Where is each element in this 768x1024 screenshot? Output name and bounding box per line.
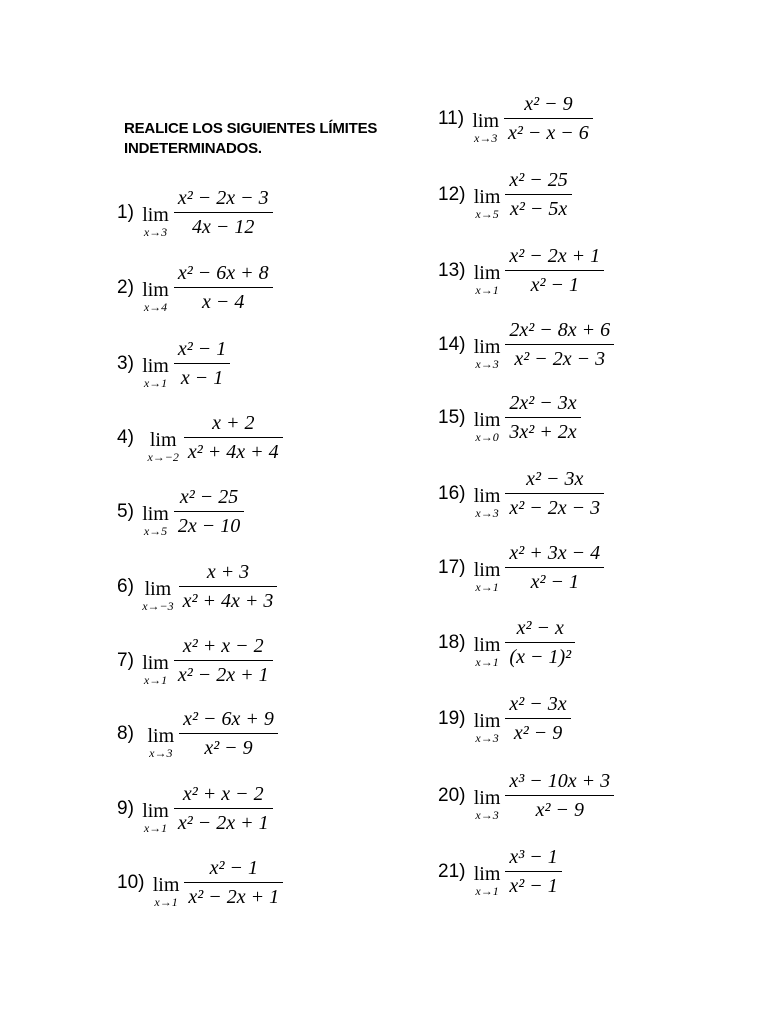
problem-number: 16) [438,482,471,504]
numerator: x² − 6x + 9 [183,708,274,730]
limit-approach: x→3 [475,505,499,520]
limit-operator [142,205,169,239]
fraction [174,337,230,390]
limit-approach: x→1 [475,282,499,297]
denominator: x − 1 [174,363,230,390]
fraction [504,92,593,145]
numerator: x² − 3x [509,693,567,715]
problem-18 [438,616,575,669]
numerator: x² − 3x [526,468,584,490]
lim-word: lim [473,335,501,358]
denominator: x² − 1 [505,567,604,594]
limit-operator [474,788,501,822]
lim-word: lim [147,724,175,747]
problem-number: 18) [438,631,471,653]
problem-16 [438,467,604,520]
limit-operator [153,875,180,909]
denominator: x² + 4x + 3 [179,586,278,613]
limit-approach: x→−3 [142,598,174,613]
problem-number: 14) [438,333,471,355]
numerator: x² + x − 2 [182,783,264,805]
lim-word: lim [152,873,180,896]
problem-number: 6) [117,575,140,597]
denominator: 2x − 10 [174,511,244,538]
fraction [505,769,614,822]
limit-operator [474,337,501,371]
limit-approach: x→0 [475,429,499,444]
problem-number: 9) [117,797,140,819]
problem-12 [438,168,572,221]
limit-operator [147,430,178,464]
problem-number: 10) [117,871,150,893]
limit-operator [142,356,169,390]
fraction [174,782,273,835]
limit-operator [472,111,499,145]
denominator: 3x² + 2x [505,417,580,444]
fraction [184,856,283,909]
problem-19 [438,692,571,745]
lim-word: lim [472,109,500,132]
denominator: x − 4 [174,287,273,314]
lim-word: lim [473,185,501,208]
fraction [184,411,283,464]
fraction [505,541,604,594]
problem-7 [117,634,273,687]
numerator: x² + x − 2 [182,635,264,657]
denominator: x² − 1 [505,270,604,297]
numerator: x² − 6x + 8 [177,262,269,284]
fraction [179,560,278,613]
problem-number: 5) [117,500,140,522]
fraction [179,707,278,760]
limit-operator [474,864,501,898]
problem-10 [117,856,283,909]
limit-operator [474,711,501,745]
problem-number: 8) [117,722,145,744]
fraction [505,467,604,520]
limit-approach: x→5 [475,206,499,221]
problem-number: 11) [438,107,470,129]
lim-word: lim [473,558,501,581]
limit-operator [474,486,501,520]
lim-word: lim [149,428,177,451]
denominator: x² − 2x + 1 [174,808,273,835]
limit-approach: x→1 [475,654,499,669]
problem-number: 20) [438,784,471,806]
numerator: x² − 9 [524,93,573,115]
problem-8 [117,707,278,760]
limit-approach: x→3 [475,356,499,371]
fraction [505,616,575,669]
problem-number: 17) [438,556,471,578]
limit-operator [474,187,501,221]
numerator: x² − 1 [177,338,227,360]
problem-number: 12) [438,183,471,205]
fraction [505,692,570,745]
problem-2 [117,261,273,314]
problem-number: 4) [117,426,145,448]
lim-word: lim [473,633,501,656]
problem-15 [438,391,581,444]
problem-number: 7) [117,649,140,671]
fraction [505,168,571,221]
lim-word: lim [142,651,169,674]
numerator: x³ − 10x + 3 [509,770,611,792]
denominator: x² − 5x [505,194,571,221]
problem-number: 21) [438,860,471,882]
denominator: x² − 2x − 3 [505,344,614,371]
limit-operator [474,560,501,594]
limit-approach: x→3 [143,224,168,239]
limit-operator [142,653,169,687]
problem-3 [117,337,230,390]
limit-approach: x→−2 [147,449,179,464]
lim-word: lim [473,261,501,284]
numerator: x² − 1 [209,857,258,879]
lim-word: lim [142,354,169,377]
limit-approach: x→5 [143,523,168,538]
problem-number: 15) [438,406,471,428]
fraction [174,186,273,239]
limit-operator [474,263,501,297]
limit-approach: x→3 [474,130,498,145]
problem-20 [438,769,614,822]
problem-9 [117,782,273,835]
problem-11 [438,92,593,145]
denominator: 4x − 12 [174,212,273,239]
numerator: x + 2 [212,412,255,434]
limit-approach: x→1 [475,579,499,594]
limit-operator [142,280,169,314]
fraction [505,318,614,371]
denominator: x² + 4x + 4 [184,437,283,464]
lim-word: lim [473,484,501,507]
numerator: x² − 25 [509,169,568,191]
denominator: x² − 9 [179,733,278,760]
lim-word: lim [142,502,169,525]
limit-approach: x→3 [475,807,499,822]
limit-operator [142,801,169,835]
problem-4 [117,411,283,464]
denominator: x² − 2x − 3 [505,493,604,520]
limit-operator [142,504,169,538]
problem-number: 3) [117,352,140,374]
denominator: x² − 9 [505,718,570,745]
limit-operator [147,726,174,760]
fraction [174,261,273,314]
numerator: x² − x [516,617,564,639]
problem-13 [438,244,604,297]
limit-operator [142,579,173,613]
lim-word: lim [473,408,501,431]
limit-approach: x→1 [154,894,178,909]
limit-operator [474,410,501,444]
limit-approach: x→3 [149,745,173,760]
problem-14 [438,318,614,371]
limit-approach: x→1 [143,820,168,835]
numerator: x² + 3x − 4 [509,542,601,564]
lim-word: lim [142,203,169,226]
numerator: 2x² − 3x [509,392,577,414]
denominator: x² − 9 [505,795,614,822]
fraction [505,391,580,444]
denominator: x² − 2x + 1 [174,660,273,687]
fraction [505,244,604,297]
limit-approach: x→3 [475,730,499,745]
lim-word: lim [144,577,172,600]
numerator: 2x² − 8x + 6 [509,319,611,341]
lim-word: lim [473,709,501,732]
limit-approach: x→1 [475,883,499,898]
denominator: x² − 1 [505,871,561,898]
limit-approach: x→4 [143,299,168,314]
fraction [174,634,273,687]
problem-number: 13) [438,259,471,281]
fraction [505,845,561,898]
numerator: x² − 2x + 1 [509,245,601,267]
denominator: x² − 2x + 1 [184,882,283,909]
numerator: x + 3 [206,561,250,583]
problem-number: 19) [438,707,471,729]
page-title: REALICE LOS SIGUIENTES LÍMITES INDETERMINADOS. [124,120,378,157]
limit-approach: x→1 [143,672,168,687]
problem-1 [117,186,273,239]
numerator: x² − 25 [179,486,239,508]
problem-number: 2) [117,276,140,298]
numerator: x³ − 1 [509,846,558,868]
problem-17 [438,541,604,594]
problem-5 [117,485,244,538]
denominator: x² − x − 6 [504,118,593,145]
fraction [174,485,244,538]
lim-word: lim [473,862,501,885]
denominator: (x − 1)² [505,642,575,669]
limit-approach: x→1 [143,375,168,390]
lim-word: lim [142,278,169,301]
lim-word: lim [473,786,501,809]
lim-word: lim [142,799,169,822]
problem-number: 1) [117,201,140,223]
problem-6 [117,560,277,613]
problem-21 [438,845,562,898]
numerator: x² − 2x − 3 [177,187,269,209]
limit-operator [474,635,501,669]
